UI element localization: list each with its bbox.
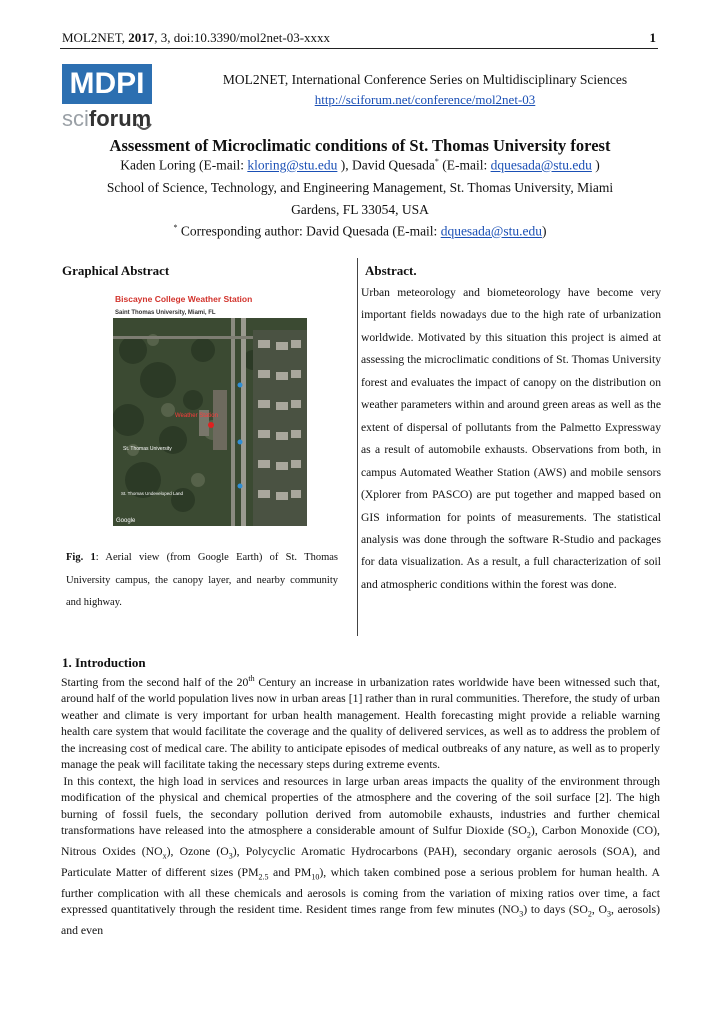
sub-no3: 3 bbox=[519, 909, 524, 919]
sub-o3-b: 3 bbox=[606, 909, 611, 919]
abstract-text: Urban meteorology and biometeorology have become very important fields nowadays due to the high rate of urbanization worldwide. Motivated by this situation this project is aimed at assessing the microclimatic conditions of St. Thomas University forest and evaluates the impact of canopy on the distribution on weather parameters within and around green areas as well as the extent of dispersal of pollutants from the Palmetto Expressway as a result of automobile exhausts. Observations from both, in campus Automated Weather Station (AWS) and mobile sensors (Xplorer from PASCO) are put together and mapped based on GIS information for points of measurements. The statistical analysis was done through the software R-Studio and packages for data visualization. As a result, a full characterization of soil and atmospheric conditions within the forest was done. bbox=[361, 286, 661, 591]
sub-pm25: 2.5 bbox=[258, 872, 269, 882]
intro-p1-b: Century an increase in urbanization rates worldwide have been witnessed such that, around half of the world population lives now in urban areas [1] rather than in rural communities. Therefore, the study of urban weather and climate is very important for urban health management. Health forecasting might provide a reliable warning health care system that would facilitate the coverage and the quality of delivered services, as well as to address the problem of the increasing cost of medical care. The ability to anticipate episodes of medical outbreaks of any nature, as well as to properly manage the peak will facilitate taking the necessary steps during extreme events. bbox=[61, 675, 660, 772]
weather-station-marker-icon bbox=[208, 422, 214, 428]
conference-url-line bbox=[190, 92, 660, 108]
author1-email-link[interactable]: kloring@stu.edu bbox=[247, 157, 338, 173]
graphical-abstract-heading: Graphical Abstract bbox=[62, 263, 170, 278]
map-google-label: Google bbox=[116, 518, 136, 524]
column-divider bbox=[357, 258, 358, 636]
author-line bbox=[60, 157, 660, 174]
mdpi-logo: MDPI bbox=[62, 64, 152, 104]
paper-title: Assessment of Microclimatic conditions of St. Thomas University forest bbox=[109, 136, 611, 155]
running-journal: MOL2NET, bbox=[62, 30, 129, 45]
mdpi-sciforum-logo bbox=[62, 64, 152, 138]
aerial-map-image bbox=[113, 290, 307, 526]
caption-label: Fig. 1 bbox=[66, 552, 96, 563]
corresponding-star: * bbox=[434, 157, 439, 166]
abstract-heading: Abstract. bbox=[365, 263, 417, 278]
intro-p2-b: ), Carbon Monoxide (CO), Nitrous Oxides (NO bbox=[61, 824, 660, 859]
intro-p2-f: ), which taken combined pose a serious problem for human health. A further complication with all these chemicals and aerosols is coming from the variation of mixing ratios over time, a fact expressed quantitatively through the resident time. Resident times range from few minutes (NO bbox=[61, 866, 660, 917]
introduction-heading: 1. Introduction bbox=[62, 655, 146, 670]
figure-caption bbox=[66, 547, 338, 615]
header-rule bbox=[60, 48, 658, 49]
intro-paragraph-1 bbox=[61, 671, 660, 774]
sub-pm10: 10 bbox=[311, 872, 320, 882]
author2-text: ), David Quesada bbox=[337, 157, 435, 173]
running-rest: , 3, doi:10.3390/mol2net-03-xxxx bbox=[154, 30, 331, 45]
intro-p2-c: ), Ozone (O bbox=[166, 845, 229, 859]
conference-url-link[interactable]: http://sciforum.net/conference/mol2net-03 bbox=[314, 92, 536, 107]
intro-p2-h: , O bbox=[591, 903, 607, 917]
running-header bbox=[62, 30, 656, 46]
caption-text: : Aerial view (from Google Earth) of St. Thomas University campus, the canopy layer, and nearby community and highway. bbox=[66, 552, 338, 608]
intro-p2-g: ) to days (SO bbox=[523, 903, 588, 917]
intro-p1-sup: th bbox=[248, 674, 255, 683]
graphical-abstract-figure bbox=[113, 290, 307, 526]
sub-nox: x bbox=[162, 851, 167, 861]
intro-p1-a: Starting from the second half of the 20 bbox=[61, 675, 249, 689]
figure-subtitle: Saint Thomas University, Miami, FL bbox=[115, 310, 216, 316]
sub-o3: 3 bbox=[228, 851, 233, 861]
intro-paragraph-2 bbox=[61, 774, 660, 940]
map-label-campus: St. Thomas University bbox=[123, 446, 172, 452]
map-label-area: St. Thomas Undeveloped Land bbox=[121, 491, 183, 496]
sciforum-logo: sciforum bbox=[62, 106, 152, 131]
conference-name: MOL2NET, International Conference Series on Multidisciplinary Sciences bbox=[222, 72, 628, 87]
affiliation-line-2: Gardens, FL 33054, USA bbox=[291, 202, 429, 217]
author2-email-link[interactable]: dquesada@stu.edu bbox=[490, 157, 592, 173]
sub-so2-b: 2 bbox=[587, 909, 592, 919]
corresponding-author-line bbox=[60, 223, 660, 240]
sub-so2: 2 bbox=[526, 830, 531, 840]
affiliation-line-1: School of Science, Technology, and Engineering Management, St. Thomas University, Miami bbox=[106, 180, 614, 195]
intro-p2-a: In this context, the high load in services and resources in large urban areas impacts the quality of the environment through modification of the physical and chemical properties of the atmosphere and the covering of the soil surface [2]. The high burning of fossil fuels, the secondary pollution derived from automobile exhausts, industries and further chemical transformations have released into the atmosphere a considerable amount of Sulfur Dioxide (SO bbox=[61, 774, 660, 838]
running-year: 2017 bbox=[128, 30, 155, 45]
intro-p2-e: and PM bbox=[268, 866, 312, 880]
map-label-station: Weather Station bbox=[175, 413, 218, 419]
author2-email-prefix: (E-mail: bbox=[438, 157, 491, 173]
corr-star: * bbox=[173, 223, 178, 232]
page-number: 1 bbox=[649, 30, 656, 45]
figure-title: Biscayne College Weather Station bbox=[115, 294, 253, 304]
corr-close: ) bbox=[541, 223, 547, 239]
author1-text: Kaden Loring (E-mail: bbox=[120, 157, 248, 173]
intro-p2-i: , aerosols) and even bbox=[61, 903, 660, 938]
author2-close: ) bbox=[591, 157, 600, 173]
intro-p2-d: ), Polycyclic Aromatic Hydrocarbons (PAH), secondary organic aerosols (SOA), and Particulate Matter of different sizes (PM bbox=[61, 845, 661, 880]
sciforum-swoosh-icon bbox=[136, 122, 152, 134]
introduction-body bbox=[61, 671, 660, 940]
corr-email-link[interactable]: dquesada@stu.edu bbox=[440, 223, 542, 239]
corr-text: Corresponding author: David Quesada (E-mail: bbox=[177, 223, 441, 239]
